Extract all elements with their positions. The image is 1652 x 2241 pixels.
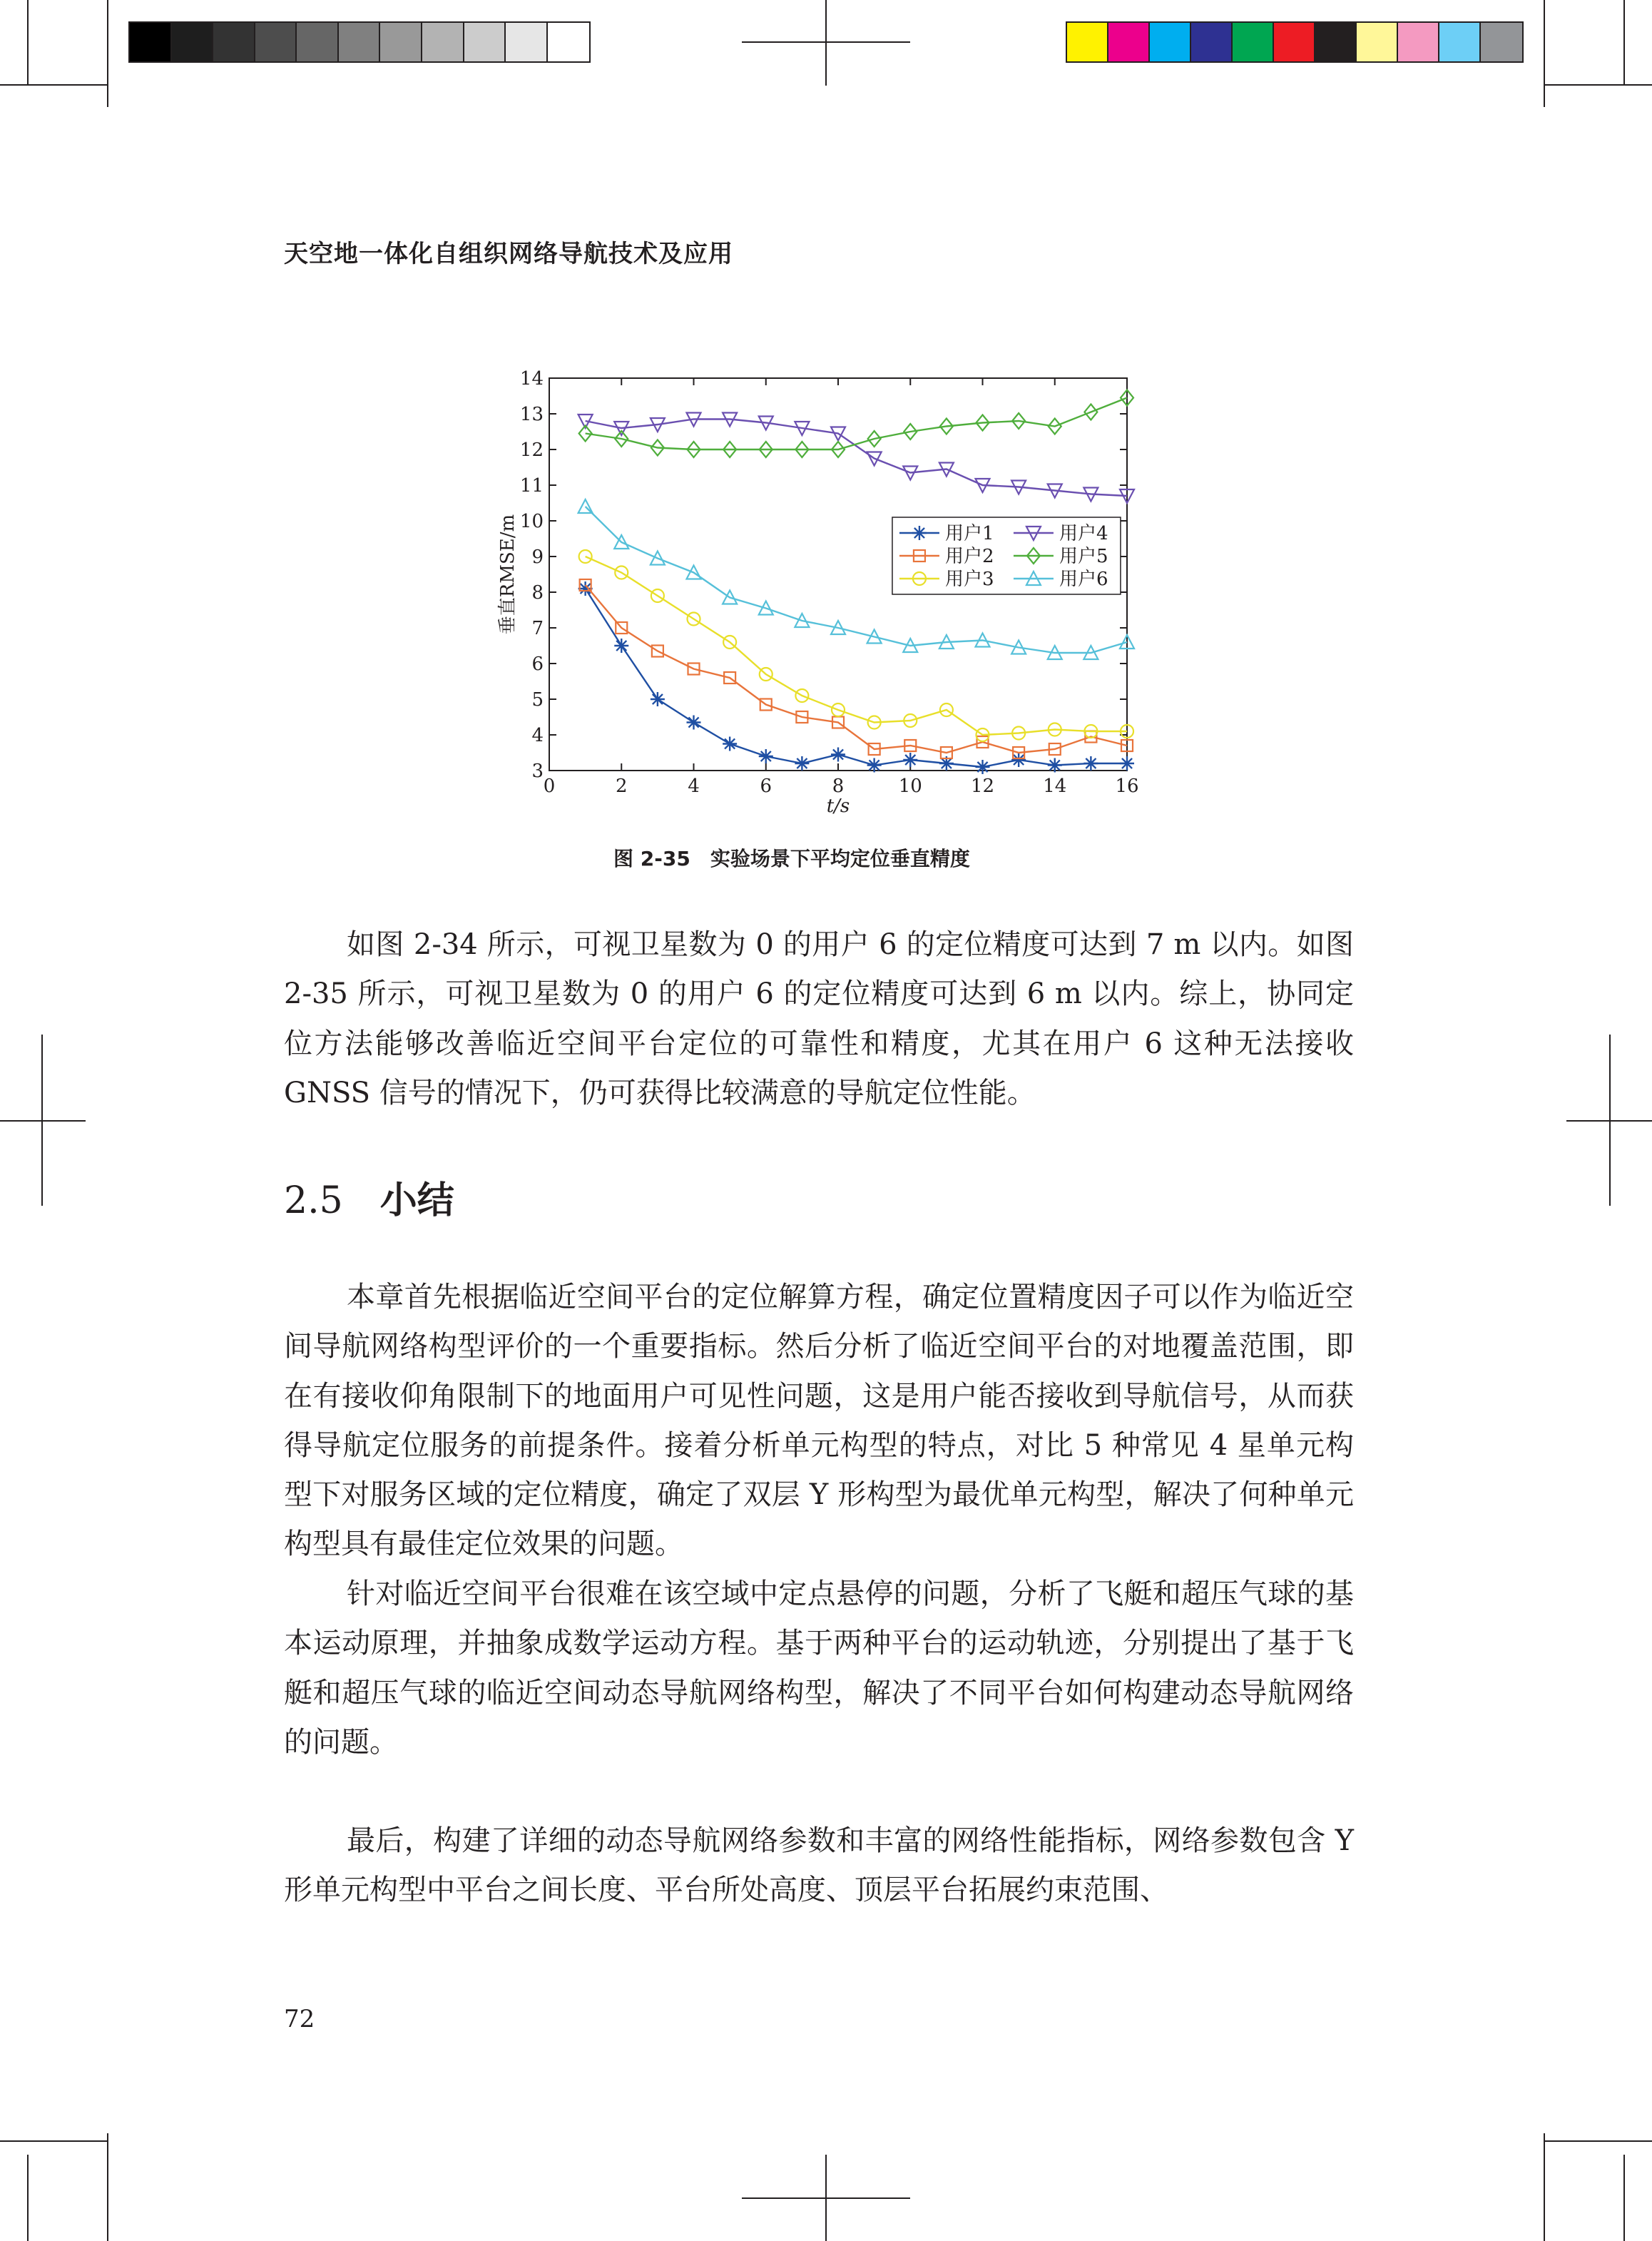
chart-legend <box>892 517 1121 594</box>
y-tick-label: 3 <box>531 761 544 782</box>
series-line <box>586 420 1127 497</box>
color-swatch <box>255 23 297 61</box>
x-tick-label: 0 <box>543 776 556 797</box>
data-point <box>903 753 917 767</box>
section-title: 小结 <box>379 1179 454 1222</box>
color-swatch <box>1481 23 1522 61</box>
figure-number: 图 2-35 <box>613 847 690 870</box>
y-tick-label: 9 <box>531 547 544 568</box>
data-point <box>867 758 882 773</box>
data-point <box>723 737 737 751</box>
legend-label: 用户6 <box>1059 569 1108 590</box>
x-tick-label: 10 <box>898 776 922 797</box>
data-point <box>687 716 701 730</box>
series-用户1 <box>578 581 1134 774</box>
x-tick-label: 14 <box>1043 776 1067 797</box>
page-number: 72 <box>284 2005 315 2033</box>
legend-label: 用户1 <box>944 523 994 544</box>
x-tick-label: 8 <box>832 776 845 797</box>
y-tick-label: 6 <box>531 654 544 675</box>
color-swatch <box>1357 23 1398 61</box>
gray-calibration-bar <box>128 21 591 63</box>
y-tick-label: 12 <box>519 439 544 461</box>
figure-caption-text: 实验场景下平均定位垂直精度 <box>710 847 970 870</box>
data-point <box>795 756 809 771</box>
x-tick-label: 16 <box>1115 776 1139 797</box>
data-point <box>651 692 665 706</box>
color-swatch <box>1315 23 1357 61</box>
data-point <box>831 748 845 762</box>
legend-label: 用户5 <box>1059 546 1108 567</box>
paragraph: 针对临近空间平台很难在该空域中定点悬停的问题，分析了飞艇和超压气球的基本运动原理，并抽象成数学运动方程。基于两种平台的运动轨迹，分别提出了基于飞艇和超压气球的临近空间动态导航网络构型，解决了不同平台如何构建动态导航网络的问题。 <box>284 1577 1354 1759</box>
color-swatch <box>130 23 172 61</box>
paragraph: 如图 2-34 所示，可视卫星数为 0 的用户 6 的定位精度可达到 7 m 以内。如图 2-35 所示，可视卫星数为 0 的用户 6 的定位精度可达到 6 m 以内。综上，协同定位方法能够改善临近空间平台定位的可靠性和精度，尤其在用户 6 这种无法接收 GNSS 信号的情况下，仍可获得比较满意的导航定位性能。 <box>284 928 1354 1109</box>
legend-label: 用户2 <box>944 546 994 567</box>
y-tick-label: 13 <box>519 404 544 425</box>
color-swatch <box>1274 23 1315 61</box>
paragraph: 最后，构建了详细的动态导航网络参数和丰富的网络性能指标，网络参数包含 Y 形单元构型中平台之间长度、平台所处高度、顶层平台拓展约束范围、 <box>284 1824 1354 1907</box>
color-swatch <box>172 23 214 61</box>
running-head: 天空地一体化自组织网络导航技术及应用 <box>284 240 733 268</box>
y-tick-label: 5 <box>531 689 544 711</box>
section-number: 2.5 <box>284 1179 343 1222</box>
data-point <box>912 526 927 540</box>
y-axis-label: 垂直RMSE/m <box>497 514 519 635</box>
figure-chart <box>492 364 1156 823</box>
color-swatch <box>1439 23 1481 61</box>
legend-label: 用户3 <box>944 569 994 590</box>
color-swatch <box>1150 23 1191 61</box>
color-swatch <box>506 23 548 61</box>
y-tick-label: 10 <box>519 511 544 532</box>
y-tick-label: 14 <box>519 368 544 390</box>
x-tick-label: 6 <box>760 776 773 797</box>
color-swatch <box>548 23 589 61</box>
color-swatch <box>1233 23 1274 61</box>
y-tick-label: 7 <box>531 618 544 639</box>
color-swatch <box>422 23 464 61</box>
color-swatch <box>297 23 339 61</box>
data-point <box>614 639 628 653</box>
y-tick-label: 4 <box>531 725 544 746</box>
legend-label: 用户4 <box>1059 523 1108 544</box>
series-line <box>586 585 1127 753</box>
data-point <box>759 749 773 763</box>
figure-caption <box>613 843 990 872</box>
x-axis-label: t/s <box>826 796 850 817</box>
data-point <box>1120 756 1134 771</box>
color-swatch <box>464 23 506 61</box>
x-tick-label: 2 <box>615 776 628 797</box>
series-line <box>586 589 1127 767</box>
color-swatch <box>213 23 255 61</box>
color-swatch <box>1067 23 1108 61</box>
color-swatch <box>380 23 422 61</box>
color-swatch <box>1191 23 1233 61</box>
color-swatch <box>339 23 381 61</box>
data-point <box>1048 758 1062 773</box>
data-point <box>1084 756 1098 771</box>
x-tick-label: 4 <box>688 776 700 797</box>
y-tick-label: 8 <box>531 582 544 604</box>
section-heading <box>284 1170 454 1224</box>
x-tick-label: 12 <box>970 776 995 797</box>
color-swatch <box>1108 23 1150 61</box>
y-tick-label: 11 <box>519 475 544 497</box>
line-chart <box>492 364 1156 820</box>
color-swatch <box>1398 23 1439 61</box>
data-point <box>976 760 990 774</box>
series-用户2 <box>580 579 1133 758</box>
color-calibration-bar <box>1066 21 1524 63</box>
paragraph: 本章首先根据临近空间平台的定位解算方程，确定位置精度因子可以作为临近空间导航网络构型评价的一个重要指标。然后分析了临近空间平台的对地覆盖范围，即在有接收仰角限制下的地面用户可见性问题，这是用户能否接收到导航信号，从而获得导航定位服务的前提条件。接着分析单元构型的特点，对比 5 种常见 4 星单元构型下对服务区域的定位精度，确定了双层 Y 形构型为最优单元构型，解决了何种单元构型具有最佳定位效果的问题。 <box>284 1281 1354 1561</box>
